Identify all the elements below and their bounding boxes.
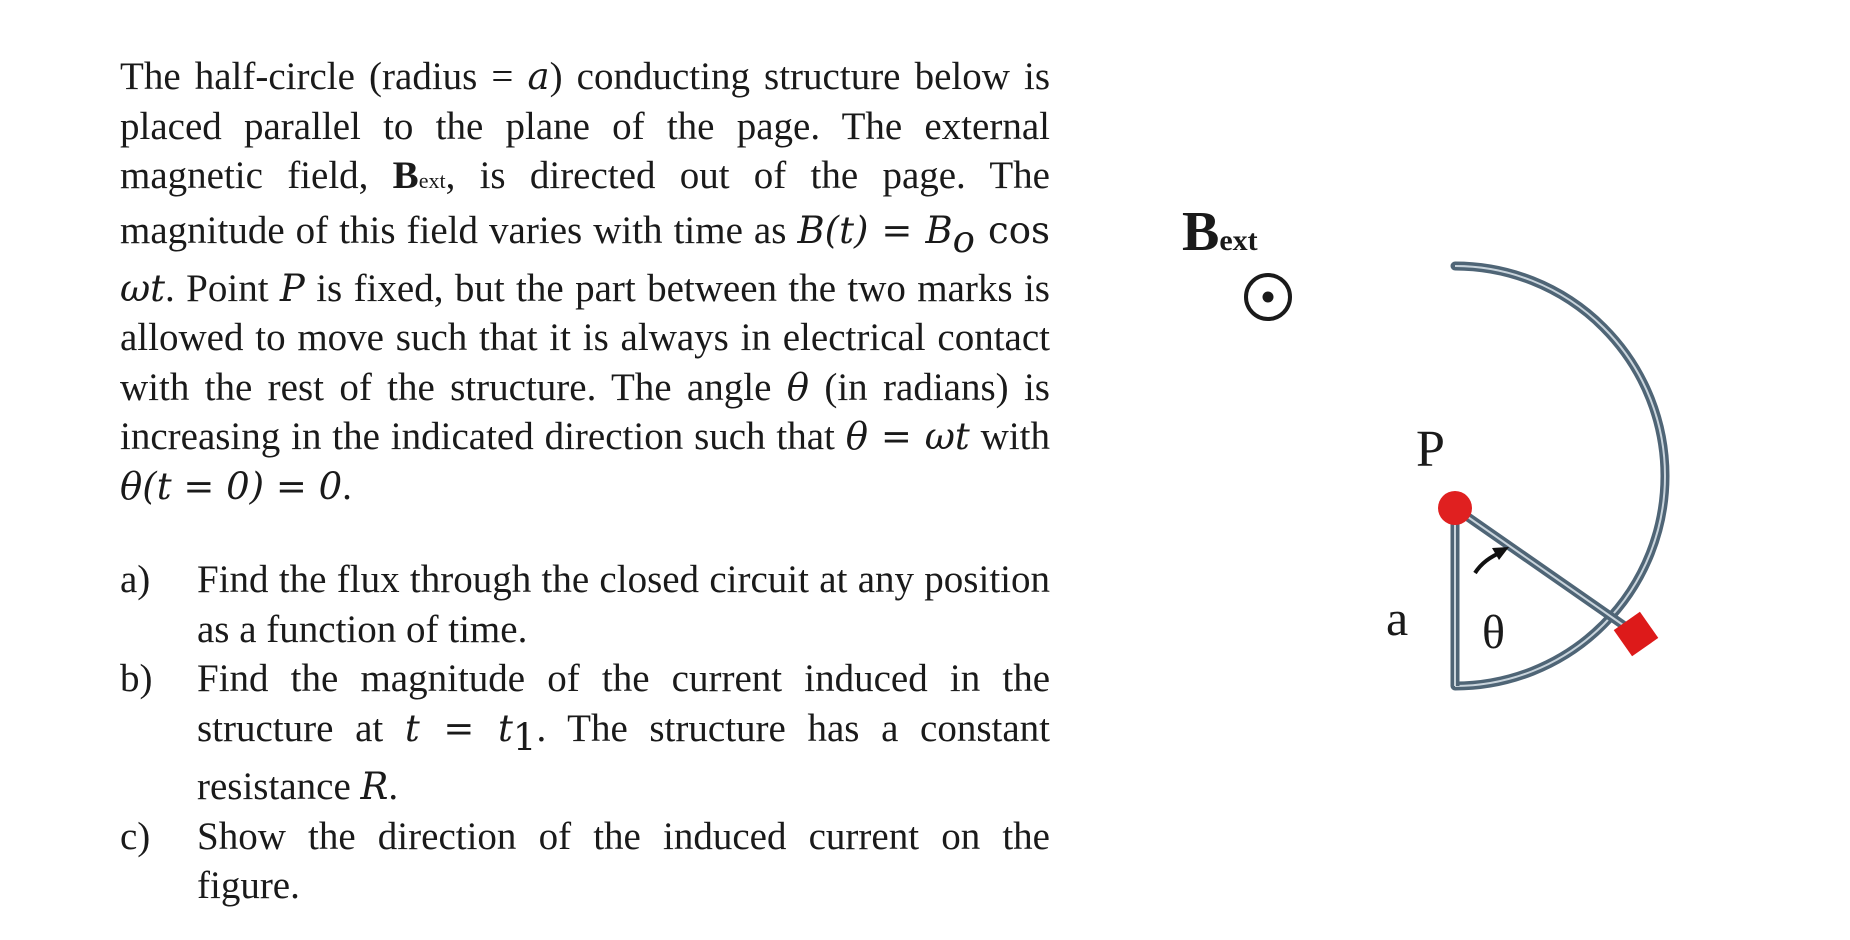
time-subscript: 1 xyxy=(512,715,537,759)
time-equation: t = t xyxy=(404,706,513,750)
field-subscript: ext xyxy=(418,168,446,193)
point-symbol: P xyxy=(279,266,305,310)
question-text: Show the direction of the induced current on the figure. xyxy=(197,814,1050,908)
question-marker: b) xyxy=(120,657,153,701)
out-of-page-icon xyxy=(1246,275,1290,319)
field-formula-cos: cos xyxy=(974,208,1050,252)
field-symbol: B xyxy=(392,154,419,197)
resistance-symbol: R xyxy=(360,765,389,809)
angle-arrow-icon xyxy=(1475,547,1509,573)
radius-variable: a xyxy=(527,55,550,98)
question-text: Find the flux through the closed circuit at any position as a function of time. xyxy=(197,558,1050,651)
intro-text-5: is fixed, but the part between the two marks is allowed to move such that it is always in electrical contact with the rest of the structure. The angle xyxy=(120,266,1050,409)
angle-label: θ xyxy=(1482,606,1505,659)
intro-text-4: . Point xyxy=(165,266,280,310)
question-marker: c) xyxy=(120,814,151,858)
question-text-mid: . The structure has a constant resistance xyxy=(197,706,1050,809)
intro-text-8: . xyxy=(342,464,352,508)
radius-label: a xyxy=(1386,590,1409,646)
intro-text-7: with xyxy=(969,415,1051,459)
theta-equation: θ = ωt xyxy=(845,415,970,459)
question-marker: a) xyxy=(120,558,151,602)
intro-text-6: (in radians) is increasing in the indicated direction such that xyxy=(120,365,1050,459)
intro-text-2: ) conducting structure below is placed parallel to the plane of the page. The external magnetic field, xyxy=(120,55,1050,197)
angle-symbol: θ xyxy=(786,365,810,409)
field-label: Bext xyxy=(1182,201,1258,263)
point-label: P xyxy=(1416,421,1445,478)
question-c xyxy=(120,812,1050,911)
intro-text-3: , is directed out of the page. The magnitude of this field varies with time as xyxy=(120,154,1050,252)
question-text-pre: Find the magnitude of the current induced in the structure at xyxy=(197,657,1050,750)
question-a xyxy=(120,555,1050,654)
field-formula-omega-t: ωt xyxy=(120,266,166,310)
question-text-end: . xyxy=(388,765,399,809)
problem-text xyxy=(120,52,1050,911)
intro-text-1: The half-circle (radius = xyxy=(120,55,528,98)
fixed-point xyxy=(1438,491,1472,525)
question-b xyxy=(120,654,1050,811)
problem-intro xyxy=(120,52,1050,511)
field-formula-subscript: o xyxy=(952,217,975,261)
theta-initial-condition: θ(t = 0) = 0 xyxy=(120,464,343,508)
question-list xyxy=(120,555,1050,910)
half-circle-figure xyxy=(1140,180,1840,780)
field-formula-lhs: B(t) = B xyxy=(797,208,953,252)
